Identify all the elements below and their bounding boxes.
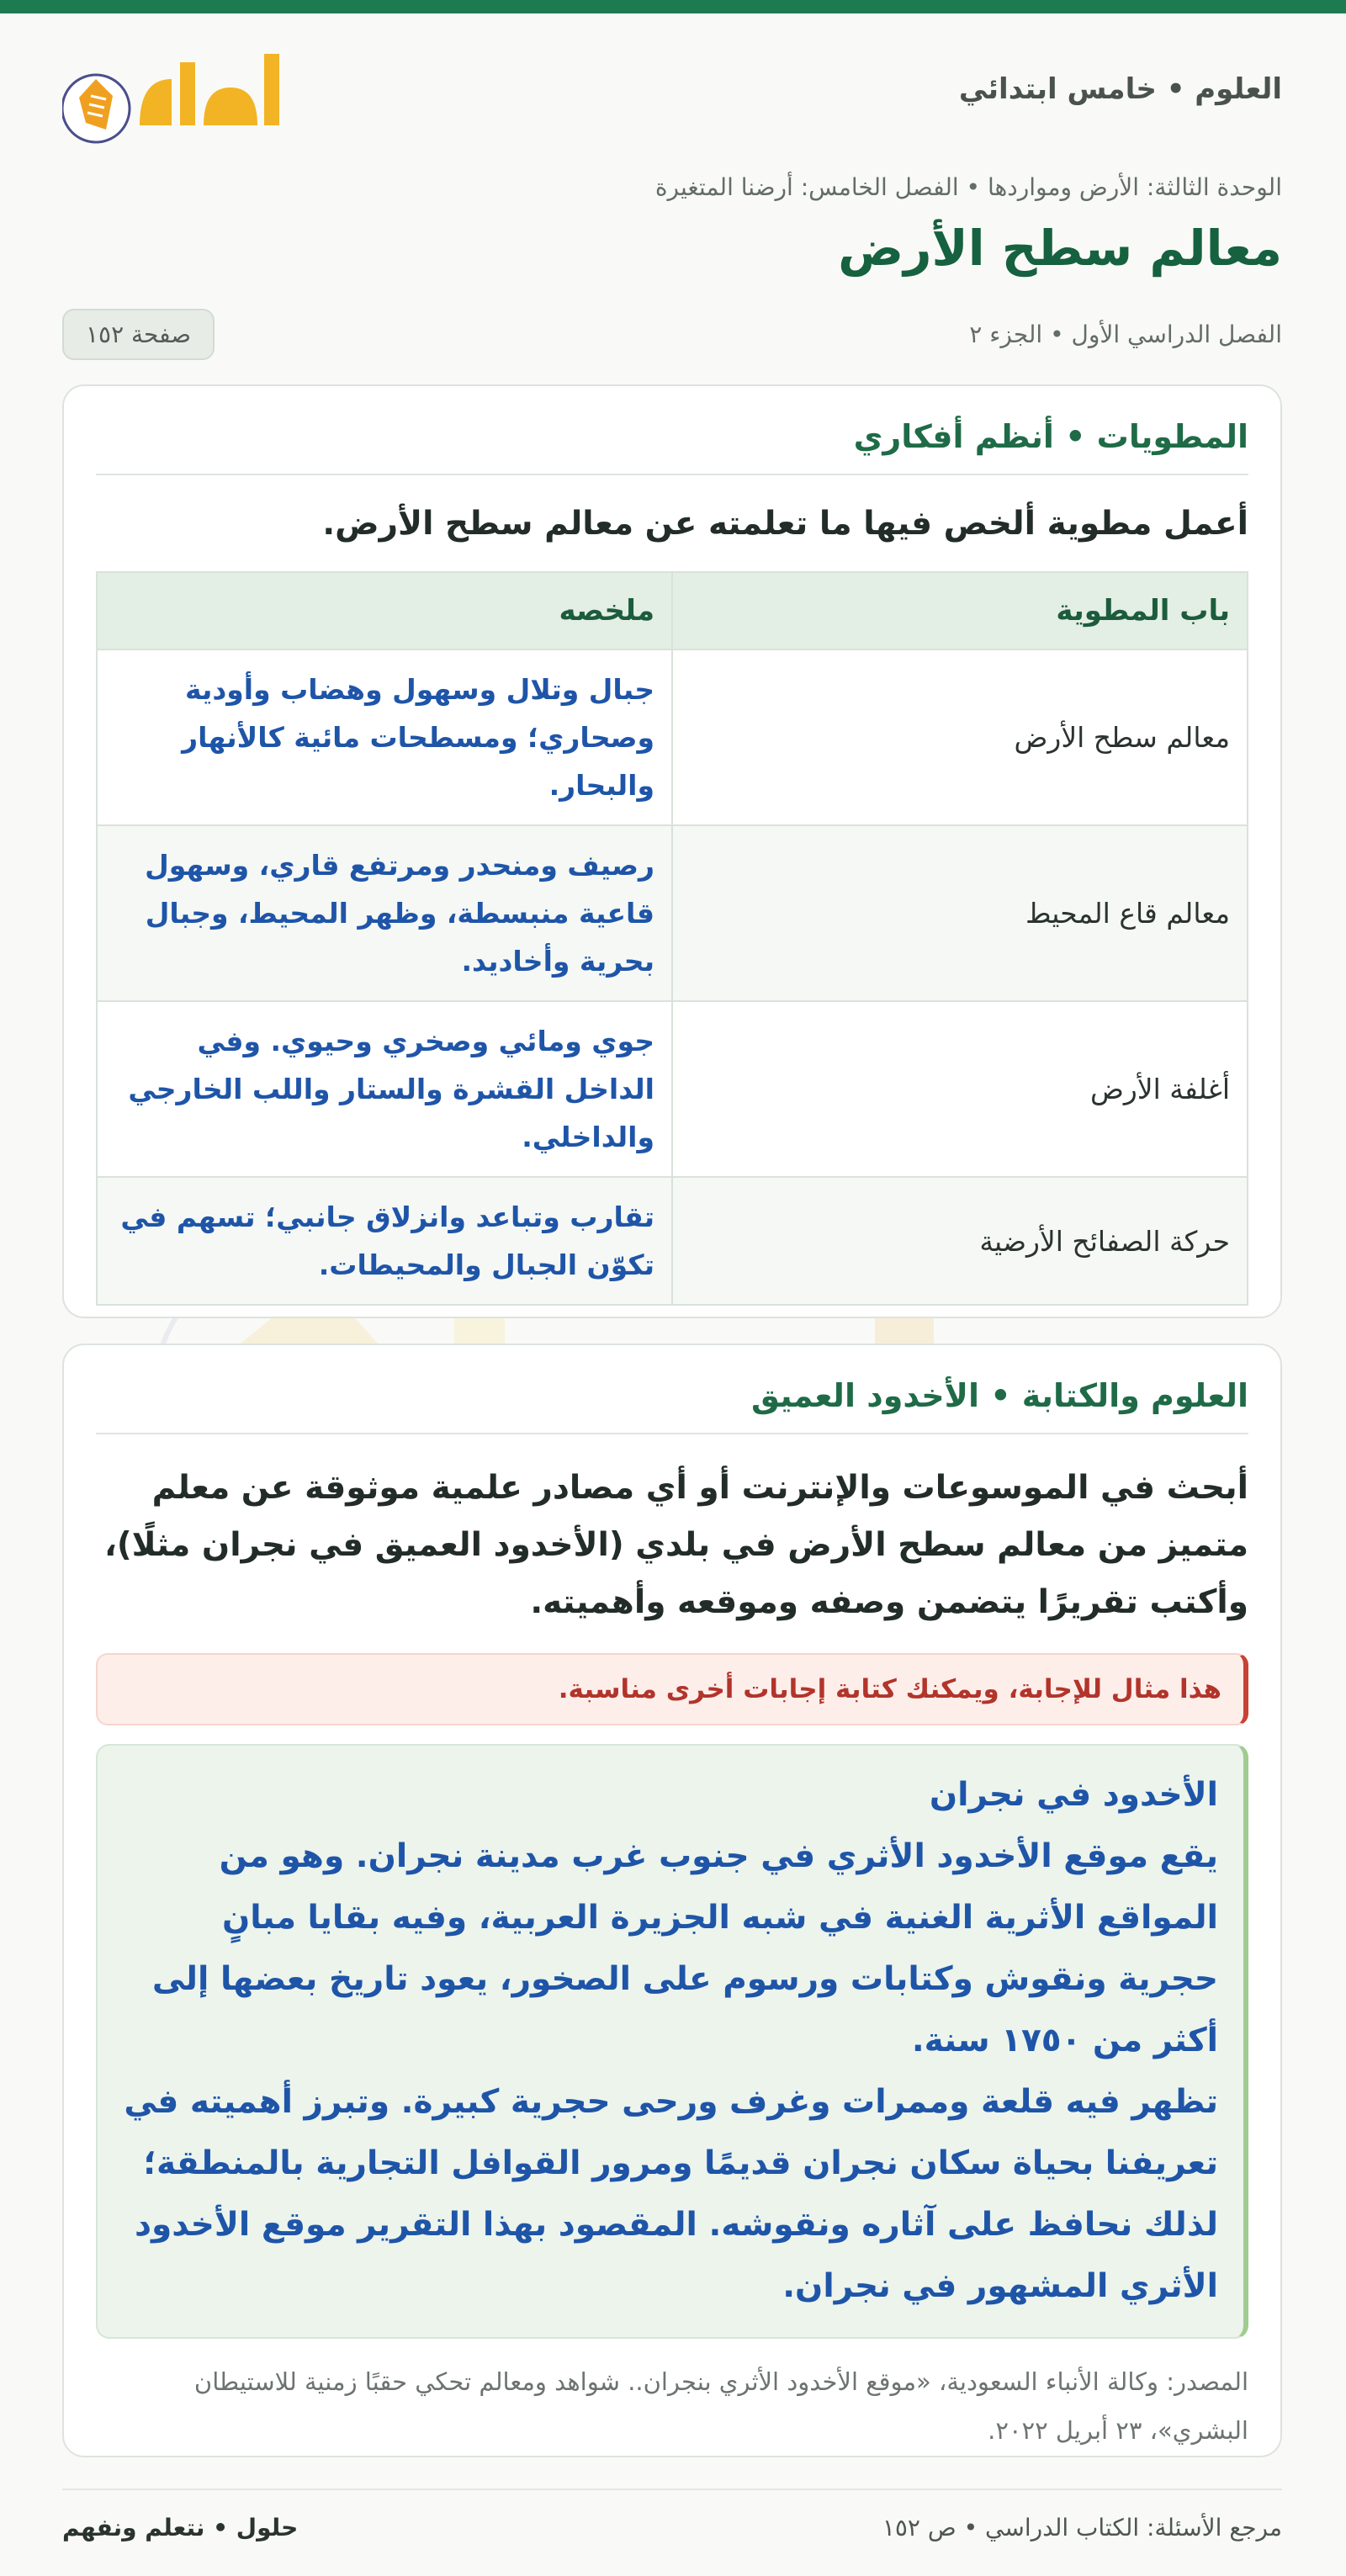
page-footer [62,2489,1282,2564]
row-summary: جوي ومائي وصخري وحيوي. وفي الداخل القشرة والستار واللب الخارجي والداخلي. [97,1001,672,1177]
row-summary: رصيف ومنحدر ومرتفع قاري، وسهول قاعية منبسطة، وظهر المحيط، وجبال بحرية وأخاديد. [97,825,672,1001]
table-row [97,1177,1248,1305]
table-row [97,649,1248,825]
answer-title: الأخدود في نجران [929,1776,1218,1814]
answer-paragraph-1: يقع موقع الأخدود الأثري في جنوب غرب مدينة نجران. وهو من المواقع الأثرية الغنية في شبه الجزيرة العربية، وفيه بقايا مبانٍ حجرية ونقوش وكتابات ورسوم على الصخور، يعود تاريخ بعضها إلى أكثر من ١٧٥٠ سنة. [151,1837,1218,2059]
brand-logo-icon[interactable] [62,45,289,155]
page-number-badge: صفحة ١٥٢ [62,309,215,360]
foldables-card [62,384,1282,1318]
term-label: الفصل الدراسي الأول • الجزء ٢ [969,320,1282,348]
foldables-table [96,571,1248,1306]
foldables-title: المطويات • أنظم أفكاري [96,408,1248,475]
top-accent-bar [0,0,1346,13]
footer-reference: مرجع الأسئلة: الكتاب الدراسي • ص ١٥٢ [882,2513,1282,2542]
writing-title: العلوم والكتابة • الأخدود العميق [96,1367,1248,1434]
row-summary: تقارب وتباعد وانزلاق جانبي؛ تسهم في تكوّن الجبال والمحيطات. [97,1177,672,1305]
footer-brand[interactable]: حلول • نتعلم ونفهم [62,2513,299,2542]
meta-row [62,307,1282,361]
table-row [97,825,1248,1001]
table-row [97,1001,1248,1177]
column-header-summary: ملخصه [97,572,672,649]
sample-answer [96,1744,1248,2339]
page-title: معالم سطح الأرض [838,220,1282,277]
breadcrumb: الوحدة الثالثة: الأرض ومواردها • الفصل الخامس: أرضنا المتغيرة [654,173,1282,201]
subject-label: العلوم • خامس ابتدائي [958,72,1282,106]
writing-prompt: أبحث في الموسوعات والإنترنت أو أي مصادر علمية موثوقة عن معلم متميز من معالم سطح الأرض في بلدي (الأخدود العميق في نجران مثلًا)، وأكتب تقريرًا يتضمن وصفه وموقعه وأهميته. [104,1469,1248,1621]
foldables-prompt: أعمل مطوية ألخص فيها ما تعلمته عن معالم سطح الأرض. [322,505,1248,543]
table-header-row [97,572,1248,649]
row-summary: جبال وتلال وسهول وهضاب وأودية وصحاري؛ ومسطحات مائية كالأنهار والبحار. [97,649,672,825]
row-topic: أغلفة الأرض [672,1001,1248,1177]
page-content [62,13,1282,2457]
row-topic: حركة الصفائح الأرضية [672,1177,1248,1305]
answer-paragraph-2: تظهر فيه قلعة وممرات وغرف ورحى حجرية كبيرة. وتبرز أهميته في تعريفنا بحياة سكان نجران قديمًا ومرور القوافل التجارية بالمنطقة؛ لذلك نحافظ على آثاره ونقوشه. المقصود بهذا التقرير موقع الأخدود الأثري المشهور في نجران. [124,2083,1218,2305]
row-topic: معالم سطح الأرض [672,649,1248,825]
column-header-topic: باب المطوية [672,572,1248,649]
source-citation: المصدر: وكالة الأنباء السعودية، «موقع الأخدود الأثري بنجران.. شواهد ومعالم تحكي حقبًا زمنية للاستيطان البشري»، ٢٣ أبريل ٢٠٢٢. [193,2367,1248,2445]
writing-card [62,1344,1282,2457]
answer-note: هذا مثال للإجابة، ويمكنك كتابة إجابات أخرى مناسبة. [96,1653,1248,1725]
page-header [62,13,1282,173]
row-topic: معالم قاع المحيط [672,825,1248,1001]
